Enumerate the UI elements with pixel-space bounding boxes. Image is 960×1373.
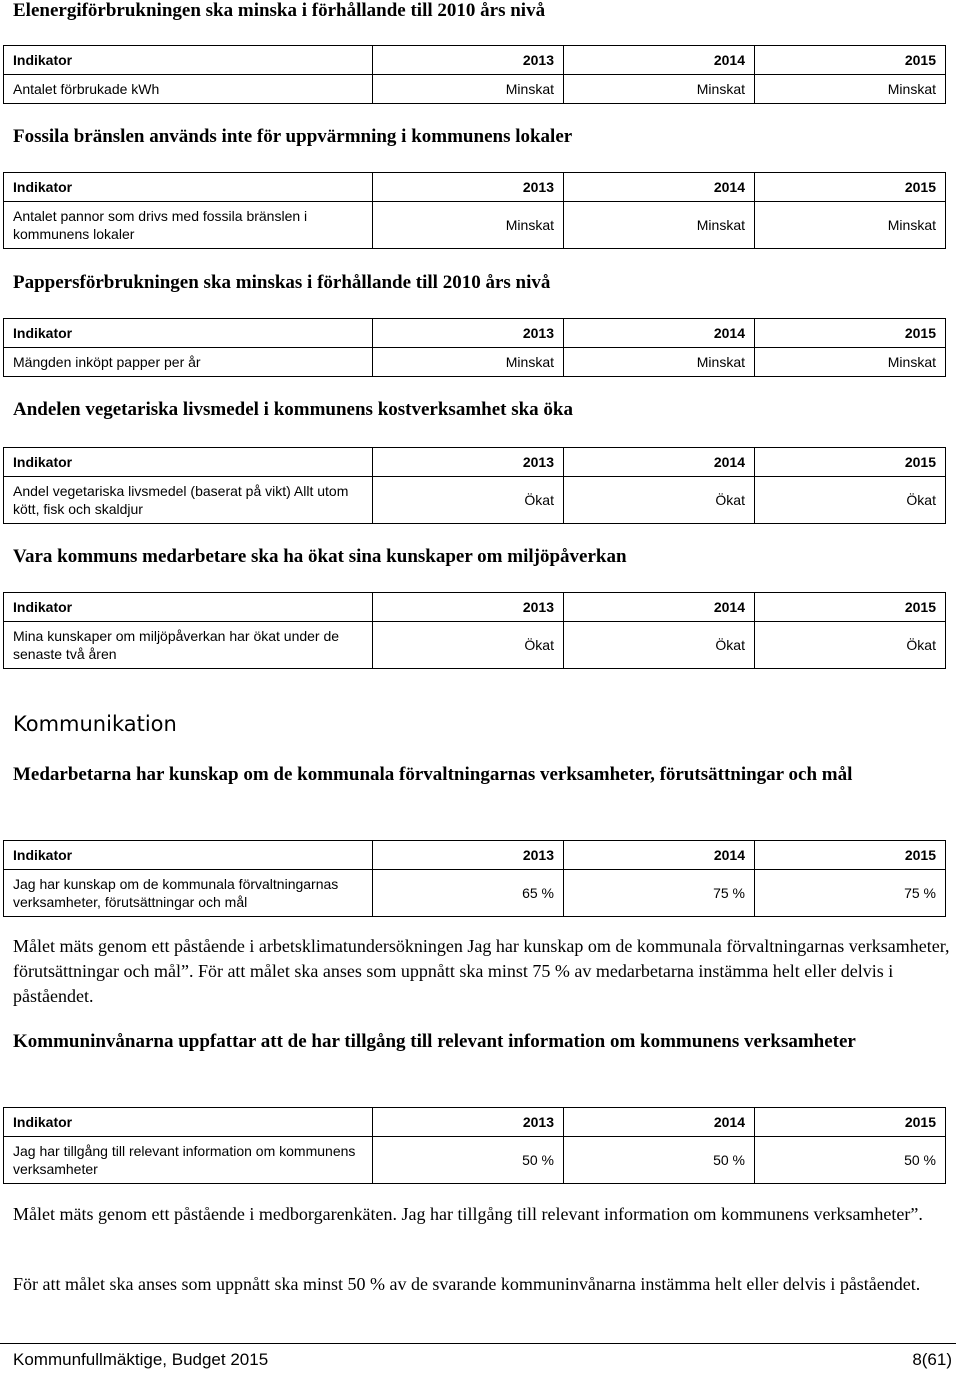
header-indicator: Indikator bbox=[4, 46, 373, 75]
table-row bbox=[4, 477, 946, 524]
indicator-table bbox=[3, 45, 946, 104]
header-year-2015: 2015 bbox=[755, 173, 946, 202]
header-year-2015: 2015 bbox=[755, 319, 946, 348]
header-year-2014: 2014 bbox=[564, 46, 755, 75]
indicator-table bbox=[3, 592, 946, 669]
table-header-row bbox=[4, 593, 946, 622]
header-indicator: Indikator bbox=[4, 319, 373, 348]
header-year-2014: 2014 bbox=[564, 319, 755, 348]
value-2015: 50 % bbox=[755, 1137, 946, 1184]
value-2015: Minskat bbox=[755, 348, 946, 377]
indicator-cell: Jag har tillgång till relevant information om kommunens verksamheter bbox=[4, 1137, 373, 1184]
value-2015: Ökat bbox=[755, 622, 946, 669]
header-year-2013: 2013 bbox=[373, 319, 564, 348]
table-header-row bbox=[4, 448, 946, 477]
header-year-2015: 2015 bbox=[755, 448, 946, 477]
table-header-row bbox=[4, 173, 946, 202]
header-year-2015: 2015 bbox=[755, 593, 946, 622]
indicator-table bbox=[3, 172, 946, 249]
value-2013: 65 % bbox=[373, 870, 564, 917]
value-2015: Minskat bbox=[755, 75, 946, 104]
page-number: 8(61) bbox=[912, 1350, 952, 1369]
section-heading: Kommuninvånarna uppfattar att de har tillgång till relevant information om kommunens verksamheter bbox=[13, 1031, 856, 1052]
header-year-2014: 2014 bbox=[564, 841, 755, 870]
section-heading: Medarbetarna har kunskap om de kommunala förvaltningarnas verksamheter, förutsättningar och mål bbox=[13, 764, 853, 785]
value-2013: Ökat bbox=[373, 622, 564, 669]
table-row bbox=[4, 1137, 946, 1184]
header-year-2014: 2014 bbox=[564, 1108, 755, 1137]
indicator-cell: Antalet pannor som drivs med fossila bränslen i kommunens lokaler bbox=[4, 202, 373, 249]
table-header-row bbox=[4, 841, 946, 870]
value-2014: Ökat bbox=[564, 477, 755, 524]
value-2013: Ökat bbox=[373, 477, 564, 524]
header-year-2013: 2013 bbox=[373, 46, 564, 75]
header-year-2015: 2015 bbox=[755, 1108, 946, 1137]
section-title: Kommunikation bbox=[13, 712, 177, 736]
section-heading: Elenergiförbrukningen ska minska i förhållande till 2010 års nivå bbox=[13, 0, 546, 21]
value-2013: 50 % bbox=[373, 1137, 564, 1184]
header-indicator: Indikator bbox=[4, 1108, 373, 1137]
value-2014: Minskat bbox=[564, 348, 755, 377]
indicator-table bbox=[3, 447, 946, 524]
value-2014: Minskat bbox=[564, 202, 755, 249]
indicator-cell: Antalet förbrukade kWh bbox=[4, 75, 373, 104]
indicator-cell: Andel vegetariska livsmedel (baserat på vikt) Allt utom kött, fisk och skaldjur bbox=[4, 477, 373, 524]
header-indicator: Indikator bbox=[4, 448, 373, 477]
header-indicator: Indikator bbox=[4, 593, 373, 622]
header-year-2013: 2013 bbox=[373, 448, 564, 477]
table-row bbox=[4, 870, 946, 917]
paragraph: Målet mäts genom ett påstående i arbetsklimatundersökningen Jag har kunskap om de kommunala förvaltningarnas verksamheter, förutsättningar och mål”. För att målet ska anses som uppnått ska minst 75 % av medarbetarna instämma helt eller delvis i påståendet. bbox=[13, 936, 950, 1006]
value-2015: 75 % bbox=[755, 870, 946, 917]
table-header-row bbox=[4, 46, 946, 75]
header-year-2014: 2014 bbox=[564, 173, 755, 202]
value-2015: Minskat bbox=[755, 202, 946, 249]
value-2014: Minskat bbox=[564, 75, 755, 104]
header-year-2013: 2013 bbox=[373, 841, 564, 870]
section-heading: Fossila bränslen används inte för uppvärmning i kommunens lokaler bbox=[13, 126, 573, 147]
header-year-2015: 2015 bbox=[755, 841, 946, 870]
value-2014: 50 % bbox=[564, 1137, 755, 1184]
paragraph: För att målet ska anses som uppnått ska minst 50 % av de svarande kommuninvånarna instämma helt eller delvis i påståendet. bbox=[13, 1274, 921, 1294]
table-row bbox=[4, 348, 946, 377]
value-2014: 75 % bbox=[564, 870, 755, 917]
section-heading: Pappersförbrukningen ska minskas i förhållande till 2010 års nivå bbox=[13, 272, 551, 293]
section-heading: Vara kommuns medarbetare ska ha ökat sina kunskaper om miljöpåverkan bbox=[13, 546, 627, 567]
footer-title: Kommunfullmäktige, Budget 2015 bbox=[13, 1350, 269, 1369]
indicator-table bbox=[3, 1107, 946, 1184]
value-2014: Ökat bbox=[564, 622, 755, 669]
header-year-2013: 2013 bbox=[373, 593, 564, 622]
indicator-cell: Mängden inköpt papper per år bbox=[4, 348, 373, 377]
indicator-table bbox=[3, 318, 946, 377]
indicator-cell: Mina kunskaper om miljöpåverkan har ökat under de senaste två åren bbox=[4, 622, 373, 669]
header-indicator: Indikator bbox=[4, 841, 373, 870]
value-2013: Minskat bbox=[373, 202, 564, 249]
header-year-2014: 2014 bbox=[564, 448, 755, 477]
header-year-2015: 2015 bbox=[755, 46, 946, 75]
header-year-2014: 2014 bbox=[564, 593, 755, 622]
value-2013: Minskat bbox=[373, 75, 564, 104]
table-row bbox=[4, 75, 946, 104]
header-year-2013: 2013 bbox=[373, 173, 564, 202]
table-header-row bbox=[4, 1108, 946, 1137]
header-year-2013: 2013 bbox=[373, 1108, 564, 1137]
section-heading: Andelen vegetariska livsmedel i kommunens kostverksamhet ska öka bbox=[13, 399, 573, 420]
page-footer bbox=[0, 1343, 956, 1373]
paragraph: Målet mäts genom ett påstående i medborgarenkäten. Jag har tillgång till relevant information om kommunens verksamheter”. bbox=[13, 1204, 923, 1224]
table-header-row bbox=[4, 319, 946, 348]
indicator-table bbox=[3, 840, 946, 917]
value-2013: Minskat bbox=[373, 348, 564, 377]
header-indicator: Indikator bbox=[4, 173, 373, 202]
value-2015: Ökat bbox=[755, 477, 946, 524]
indicator-cell: Jag har kunskap om de kommunala förvaltningarnas verksamheter, förutsättningar och mål bbox=[4, 870, 373, 917]
table-row bbox=[4, 622, 946, 669]
table-row bbox=[4, 202, 946, 249]
